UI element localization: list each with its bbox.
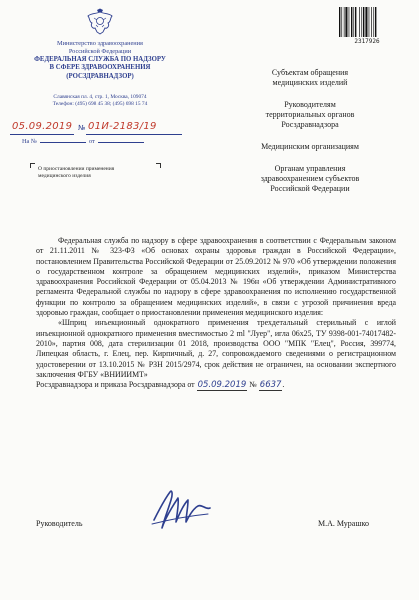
service-line: В СФЕРЕ ЗДРАВООХРАНЕНИЯ	[49, 64, 151, 72]
letter-number: 01И-2183/19	[88, 121, 157, 132]
ref-number-rule	[40, 142, 86, 143]
order-number: 6637	[259, 380, 282, 391]
order-number-prefix: №	[249, 380, 257, 390]
ref-from: от	[88, 138, 95, 145]
barcode-bar	[359, 7, 360, 37]
barcode-bar	[355, 7, 356, 37]
address-line: Славянская пл. 4, стр. 1, Москва, 109074	[53, 94, 147, 100]
barcode-bar	[375, 7, 376, 37]
addressee-line: территориальных органов	[265, 110, 355, 119]
addressee-group	[225, 68, 395, 88]
addressee-group	[225, 142, 395, 152]
number-prefix: №	[78, 124, 86, 132]
signatory-name: М.А. Мурашко	[318, 519, 369, 528]
ref-prefix: На №	[22, 138, 37, 145]
signatory-role: Руководитель	[36, 519, 83, 528]
address-line: Телефон: (495) 698 45 38; (495) 698 15 74	[52, 101, 148, 107]
date-rule	[10, 134, 74, 135]
barcode-bar	[363, 7, 364, 37]
ministry-name	[20, 40, 180, 55]
subject-bracket	[156, 163, 161, 168]
body-paragraph: Федеральная служба по надзору в сфере здравоохранения в соответствии с Федеральным законом от 21.11.2011 № 323-ФЗ «Об основах охраны здоровья граждан в Российской Федерации», постановлением Правительства Российской Федерации от 25.09.2012 № 970 «Об утверждении положения о государственном контроле за обращением медицинских изделий», приказом Министерства здравоохранения Российской Федерации от 05.04.2013 № 196н «Об утверждении Административного регламента Федеральной службы по надзору в сфере здравоохранения по исполнению государственной функции по контролю за обращением медицинских изделий», в связи с угрозой причинения вреда здоровью граждан, сообщает о приостановлении применения медицинского изделия:	[36, 236, 396, 318]
addressee-line: Субъектам обращения	[271, 68, 349, 77]
reference-line	[22, 138, 182, 145]
barcode-bar	[344, 7, 345, 37]
barcode-bar	[361, 7, 362, 37]
service-name	[20, 56, 180, 81]
barcode-bar	[351, 7, 352, 37]
letter-date: 05.09.2019	[12, 121, 73, 132]
barcode	[338, 7, 396, 37]
ministry-line: Министерство здравоохранения	[57, 40, 143, 47]
order-date: 05.09.2019	[197, 380, 247, 391]
barcode-bar	[373, 7, 374, 37]
barcode-number: 2317926	[354, 38, 380, 45]
letter-body	[36, 236, 396, 390]
addressee-line: Росздравнадзора	[281, 120, 339, 129]
barcode-bar	[345, 7, 347, 37]
subject-bracket	[30, 163, 35, 168]
barcode-bar	[365, 7, 367, 37]
addressee-group	[225, 164, 395, 194]
letter-subject	[38, 166, 158, 180]
service-line: ФЕДЕРАЛЬНАЯ СЛУЖБА ПО НАДЗОРУ	[34, 56, 166, 63]
addressee-line: Органам управления	[274, 164, 346, 173]
service-line: (РОСЗДРАВНАДЗОР)	[66, 72, 134, 80]
barcode-bar	[349, 7, 350, 37]
subject-line: медицинского изделия	[38, 172, 91, 179]
body-paragraph: «Шприц инъекционный однократного применения трехдетальный стерильный с иглой инъекционной однократного применения вместимостью 2 ml "Луер", игла 06х25, ТУ 9398-001-74017482-2010», партия 008, дата стерилизации 01 2018, производства ООО "МПК "Елец", Россия, 399774, Липецкая область, г. Елец, пер. Кирпичный, д. 27, сопровождаемого сведениями о регистрационном удостоверении от 13.10.2015 № РЗН 2015/2974, срок действия не ограничен, на основании экспертного заключения ФГБУ «ВНИИИМТ»	[36, 318, 396, 379]
addressee-line: Российской Федерации	[270, 184, 350, 193]
body-closing-line: Росздравнадзора и приказа Росздравнадзора от 05.09.2019 № 6637.	[36, 380, 285, 391]
barcode-bar	[353, 7, 354, 37]
addressee-line: Медицинским организациям	[261, 142, 359, 151]
handwritten-signature	[148, 480, 214, 538]
addressee-line: здравоохранением субъектов	[260, 174, 360, 183]
barcode-bar	[341, 7, 342, 37]
closing-text: Росздравнадзора и приказа Росздравнадзора от	[36, 380, 195, 390]
barcode-bar	[369, 7, 370, 37]
barcode-bar	[339, 7, 340, 37]
subject-line: О приостановлении применения	[38, 166, 115, 172]
ministry-line: Российской Федерации	[68, 47, 132, 55]
sender-address	[20, 94, 180, 108]
addressee-block	[225, 68, 395, 206]
addressee-group	[225, 100, 395, 130]
barcode-bar	[371, 7, 372, 37]
addressee-line: Руководителям	[284, 100, 336, 109]
ref-date-rule	[98, 142, 144, 143]
coat-of-arms-icon	[85, 8, 115, 38]
addressee-line: медицинских изделий	[272, 78, 348, 87]
number-rule	[86, 134, 182, 135]
date-number-line	[10, 121, 182, 137]
